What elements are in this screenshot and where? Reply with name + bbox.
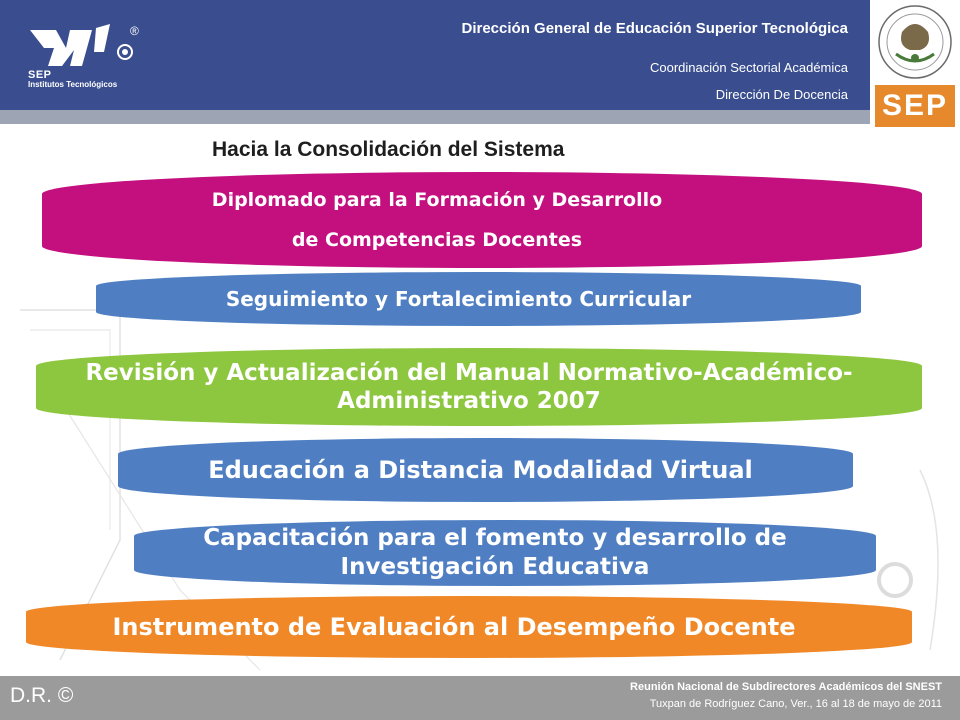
banner-diplomado (42, 172, 922, 268)
banner-seguimiento-text: Seguimiento y Fortalecimiento Curricular (225, 287, 692, 311)
header-subtitle-direccion: Dirección De Docencia (715, 87, 848, 102)
footer-event-title: Reunión Nacional de Subdirectores Académicos del SNEST (630, 681, 942, 693)
header-subtitle-coordinacion: Coordinación Sectorial Académica (650, 60, 848, 75)
banner-instrumento-evaluacion (26, 596, 912, 658)
banner-instrumento-text: Instrumento de Evaluación al Desempeño Docente (112, 613, 796, 641)
banner-capacitacion-line1: Capacitación para el fomento y desarrollo de (203, 525, 787, 551)
registered-mark: ® (130, 24, 139, 38)
institutos-tecnologicos-logo (26, 22, 146, 92)
banner-educacion-distancia (118, 438, 853, 502)
banner-capacitacion (134, 520, 876, 586)
banner-revision-manual (36, 348, 922, 426)
sep-badge: SEP (875, 85, 955, 127)
banner-seguimiento (96, 272, 861, 326)
mexican-coat-of-arms-icon (874, 2, 956, 82)
header-title: Dirección General de Educación Superior Tecnológica (461, 20, 848, 37)
banner-diplomado-line2: de Competencias Docentes (291, 229, 583, 251)
banner-revision-line2: Administrativo 2007 (337, 388, 601, 414)
banner-revision-line1: Revisión y Actualización del Manual Normativo-Académico- (85, 360, 853, 386)
banner-capacitacion-line2: Investigación Educativa (340, 554, 650, 580)
copyright-mark: D.R. © (10, 684, 74, 707)
logo-institutos-text: Institutos Tecnológicos (28, 80, 118, 89)
logo-sep-text: SEP (28, 69, 52, 81)
footer-event-details: Tuxpan de Rodríguez Cano, Ver., 16 al 18 de mayo de 2011 (649, 698, 942, 710)
banner-diplomado-line1: Diplomado para la Formación y Desarrollo (211, 189, 663, 211)
header-strip (0, 110, 870, 124)
banner-educacion-text: Educación a Distancia Modalidad Virtual (208, 456, 753, 484)
it-emblem-icon (26, 22, 136, 70)
slide-title: Hacia la Consolidación del Sistema (212, 138, 565, 161)
